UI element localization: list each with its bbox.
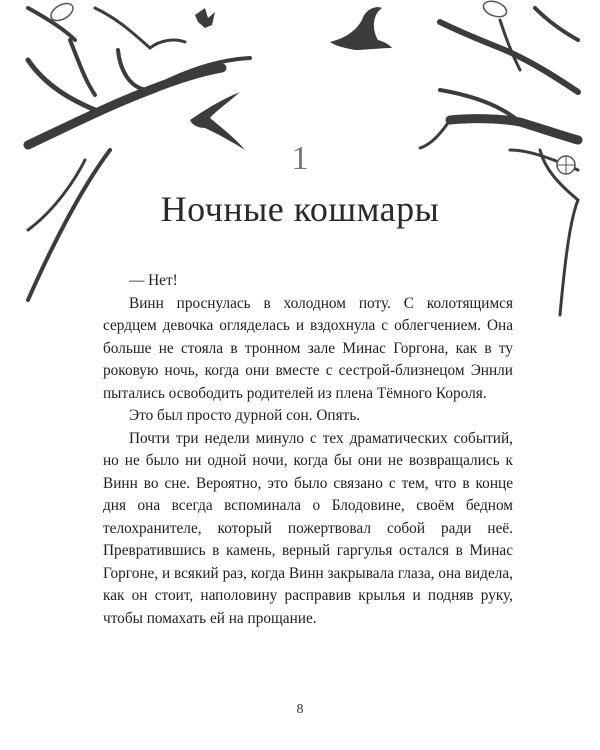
- paragraph: Это был просто дурной сон. Опять.: [129, 407, 361, 424]
- paragraph: — Нет!: [129, 272, 178, 289]
- chapter-title: Ночные кошмары: [160, 189, 440, 229]
- page-number: 8: [296, 702, 304, 717]
- paragraph: Почти три недели минуло с тех драматических событий, но не было ни одной ночи, когда бы они не возвращались к Винн во сне. Вероятно, это было связано с тем, что в конце дня она всегда вспоминала о Блодовине, своём бедном телохранителе, который пожертвовал собой ради неё. Превратившись в камень, верный гаргулья остался в Минас Горгоне, и всякий раз, когда Винн закрывала глаза, она видела, как он стоит, наполовину расправив крылья и подняв руку, чтобы помахать ей на прощание.: [103, 429, 513, 627]
- bird-icon: [330, 7, 392, 50]
- paragraph: Винн проснулась в холодном поту. С колотящимся сердцем девочка огляделась и вздохнула с облегчением. Она больше не стояла в тронном зале Минас Горгона, как в ту роковую ночь, когда они вместе с сестрой-близнецом Эннли пытались освободить родителей из плена Тёмного Короля.: [103, 294, 513, 402]
- body-text: [103, 270, 513, 630]
- bird-icon: [195, 8, 215, 28]
- chapter-number: 1: [291, 140, 309, 177]
